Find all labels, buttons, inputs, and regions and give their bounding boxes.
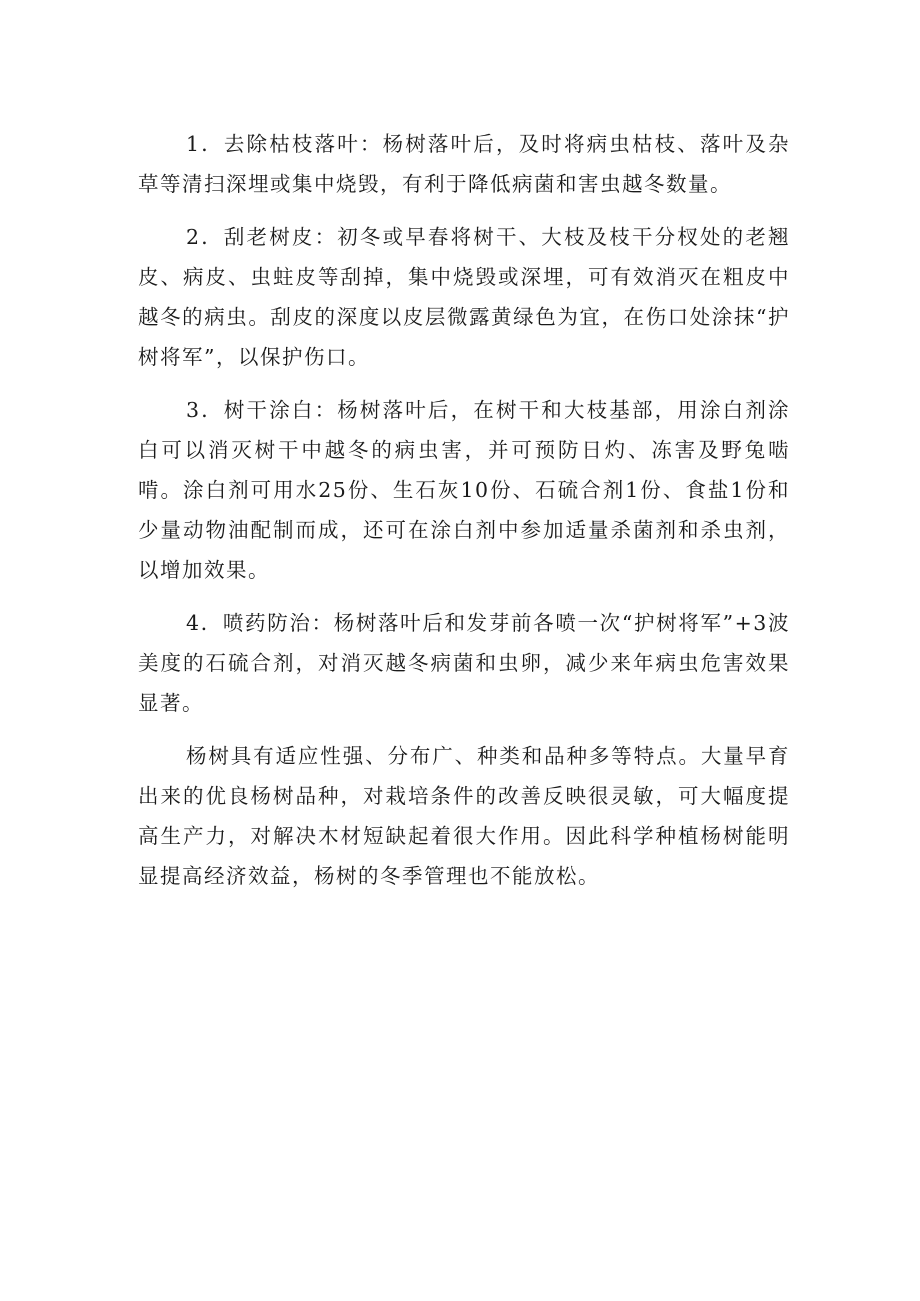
paragraph-remove-dead-branches: 1．去除枯枝落叶：杨树落叶后，及时将病虫枯枝、落叶及杂草等清扫深埋或集中烧毁，有利于降低病菌和害虫越冬数量。 bbox=[138, 132, 790, 196]
document-body bbox=[138, 124, 790, 909]
paragraph-trunk-whitewash: 3．树干涂白：杨树落叶后，在树干和大枝基部，用涂白剂涂白可以消灭树干中越冬的病虫害，并可预防日灼、冻害及野兔啮啃。涂白剂可用水25份、生石灰10份、石硫合剂1份、食盐1份和少量动物油配制而成，还可在涂白剂中参加适量杀菌剂和杀虫剂，以增加效果。 bbox=[138, 398, 790, 582]
paragraph-spray-control: 4．喷药防治：杨树落叶后和发芽前各喷一次“护树将军”+3波美度的石硫合剂，对消灭越冬病菌和虫卵，减少来年病虫危害效果显著。 bbox=[138, 611, 790, 715]
paragraph-conclusion: 杨树具有适应性强、分布广、种类和品种多等特点。大量早育出来的优良杨树品种，对栽培条件的改善反映很灵敏，可大幅度提高生产力，对解决木材短缺起着很大作用。因此科学种植杨树能明显提高经济效益，杨树的冬季管理也不能放松。 bbox=[138, 744, 790, 888]
paragraph-scrape-old-bark: 2．刮老树皮：初冬或早春将树干、大枝及枝干分杈处的老翘皮、病皮、虫蛀皮等刮掉，集中烧毁或深埋，可有效消灭在粗皮中越冬的病虫。刮皮的深度以皮层微露黄绿色为宜，在伤口处涂抹“护树将军”，以保护伤口。 bbox=[138, 225, 790, 369]
